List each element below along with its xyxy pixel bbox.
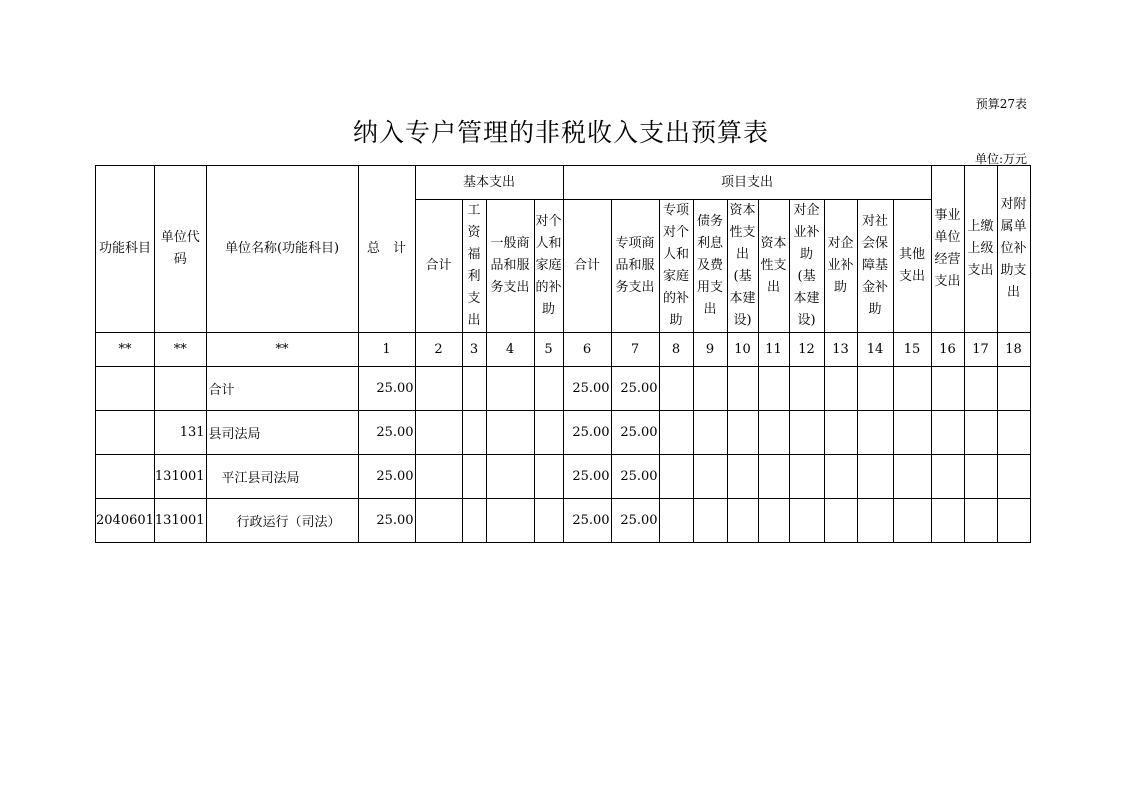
header-remit-superior: 上缴 上级 支出: [964, 166, 997, 333]
header-project-goods: 专项商 品和服 务支出: [611, 200, 659, 333]
index-cell: 12: [789, 333, 824, 367]
index-cell: 7: [611, 333, 659, 367]
code-cell: 131001: [154, 499, 206, 543]
func-cell: [96, 411, 155, 455]
code-cell: 131: [154, 411, 206, 455]
project-goods-cell: 25.00: [611, 455, 659, 499]
header-project-capital-construction: 资本 性支 出 (基 本建 设): [727, 200, 758, 333]
header-subsidiary-subsidy: 对附 属单 位补 助支 出: [997, 166, 1030, 333]
page-title: 纳入专户管理的非税收入支出预算表: [352, 118, 769, 147]
name-cell: 县司法局: [206, 411, 358, 455]
project-goods-cell: 25.00: [611, 499, 659, 543]
code-cell: 131001: [154, 455, 206, 499]
func-cell: 2040601: [96, 499, 155, 543]
header-project-enterprise-construction: 对企 业补 助 (基 本建 设): [789, 200, 824, 333]
index-cell: 4: [486, 333, 534, 367]
index-cell: 9: [693, 333, 727, 367]
header-total: 总 计: [358, 166, 415, 333]
index-cell: 1: [358, 333, 415, 367]
project-total-cell: 25.00: [563, 411, 611, 455]
func-cell: [96, 455, 155, 499]
header-project-individual: 专项 对个 人和 家庭 的补 助: [659, 200, 693, 333]
index-cell: 14: [857, 333, 893, 367]
header-project-enterprise: 对企 业补 助: [824, 200, 857, 333]
total-cell: 25.00: [358, 411, 415, 455]
budget-table: [95, 165, 1031, 543]
index-cell: 16: [931, 333, 964, 367]
project-total-cell: 25.00: [563, 455, 611, 499]
header-project-group: 项目支出: [563, 166, 931, 200]
header-unit-name: 单位名称(功能科目): [206, 166, 358, 333]
header-project-capital: 资本 性支 出: [758, 200, 789, 333]
name-cell: 合计: [206, 367, 358, 411]
index-cell: **: [206, 333, 358, 367]
header-project-social-security: 对社 会保 障基 金补 助: [857, 200, 893, 333]
index-cell: **: [96, 333, 155, 367]
index-cell: **: [154, 333, 206, 367]
header-basic-goods: 一般商 品和服 务支出: [486, 200, 534, 333]
unit-label: 单位:万元: [974, 152, 1027, 166]
header-unit-code: 单位代 码: [154, 166, 206, 333]
name-cell: 行政运行（司法）: [206, 499, 358, 543]
total-cell: 25.00: [358, 499, 415, 543]
header-basic-group: 基本支出: [415, 166, 563, 200]
index-cell: 10: [727, 333, 758, 367]
table-row: [96, 455, 1031, 499]
header-basic-individual: 对个 人和 家庭 的补 助: [534, 200, 563, 333]
name-cell: 平江县司法局: [206, 455, 358, 499]
table-row: [96, 499, 1031, 543]
header-basic-total: 合计: [415, 200, 462, 333]
header-project-debt: 债务 利息 及费 用支 出: [693, 200, 727, 333]
func-cell: [96, 367, 155, 411]
header-project-other: 其他 支出: [893, 200, 931, 333]
index-cell: 18: [997, 333, 1030, 367]
table-row-total: [96, 367, 1031, 411]
project-goods-cell: 25.00: [611, 411, 659, 455]
index-cell: 17: [964, 333, 997, 367]
index-cell: 11: [758, 333, 789, 367]
header-project-total: 合计: [563, 200, 611, 333]
index-cell: 13: [824, 333, 857, 367]
code-cell: [154, 367, 206, 411]
table-row: [96, 411, 1031, 455]
index-cell: 2: [415, 333, 462, 367]
column-index-row: [96, 333, 1031, 367]
index-cell: 8: [659, 333, 693, 367]
header-business-expense: 事业 单位 经营 支出: [931, 166, 964, 333]
table-number: 预算27表: [975, 97, 1027, 111]
header-function-subject: 功能科目: [96, 166, 155, 333]
total-cell: 25.00: [358, 367, 415, 411]
index-cell: 15: [893, 333, 931, 367]
index-cell: 6: [563, 333, 611, 367]
total-cell: 25.00: [358, 455, 415, 499]
project-total-cell: 25.00: [563, 499, 611, 543]
project-total-cell: 25.00: [563, 367, 611, 411]
header-basic-wages: 工 资 福 利 支 出: [462, 200, 486, 333]
index-cell: 3: [462, 333, 486, 367]
project-goods-cell: 25.00: [611, 367, 659, 411]
index-cell: 5: [534, 333, 563, 367]
